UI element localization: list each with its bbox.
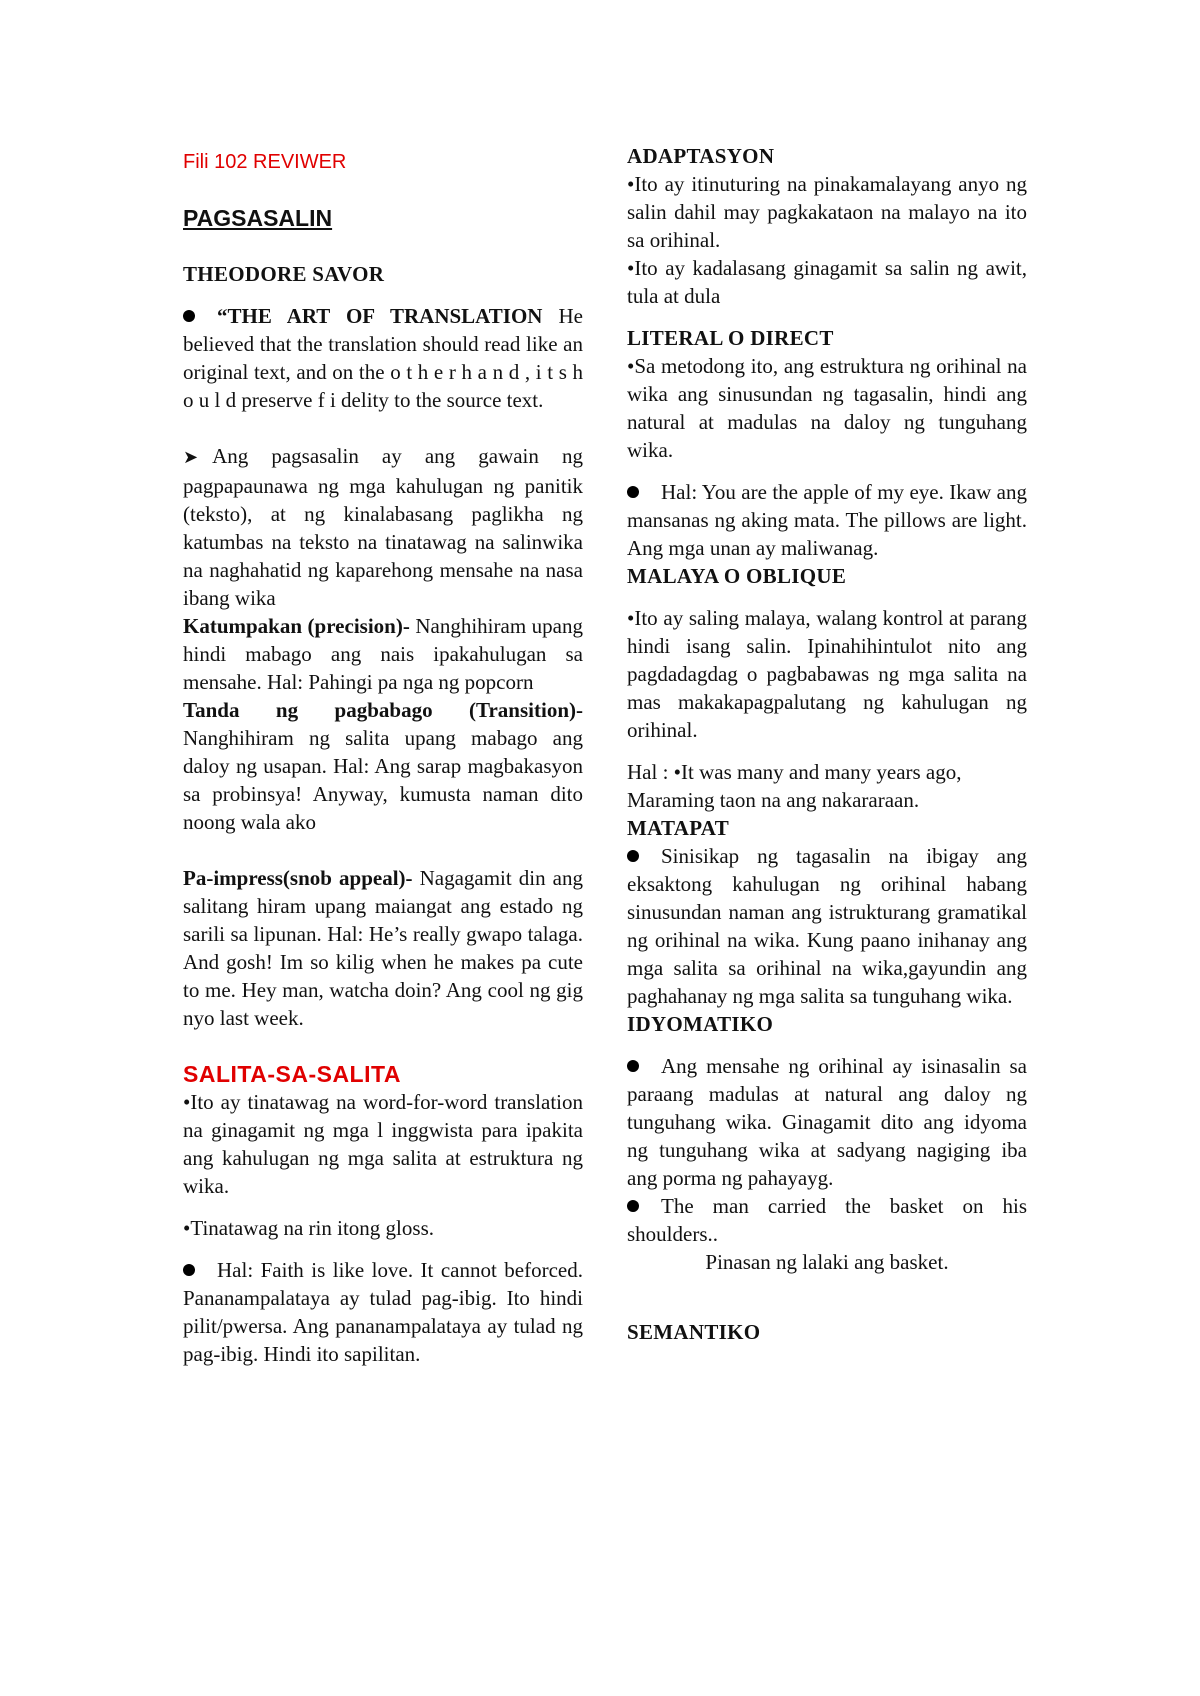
adaptasyon-paragraph-1: •Ito ay itinuturing na pinakamalayang anyo ng salin dahil may pagkakataon na malayo na ito sa orihinal.: [627, 172, 1027, 252]
left-column: [183, 142, 583, 1368]
malaya-example: Hal : •It was many and many years ago, Maraming taon na ang nakararaan.: [627, 760, 962, 812]
salita-paragraph-1: •Ito ay tinatawag na word-for-word translation na ginagamit ng mga l inggwista para ipakita ang kahulugan ng mga salita at estruktura ng wika.: [183, 1090, 583, 1198]
idyomatiko-paragraph: [627, 1052, 1027, 1192]
main-title: PAGSASALIN: [183, 205, 333, 231]
savor-quote-title: “THE ART OF TRANSLATION: [217, 304, 543, 328]
bullet-icon: [627, 486, 639, 498]
katumpakan-label: Katumpakan (precision)-: [183, 614, 410, 638]
arrow-bullet-icon: ➤: [183, 447, 199, 468]
matapat-heading: MATAPAT: [627, 816, 730, 840]
salita-heading: SALITA-SA-SALITA: [183, 1061, 401, 1087]
impress-paragraph: [183, 864, 583, 1032]
adaptasyon-heading: ADAPTASYON: [627, 144, 775, 168]
malaya-heading: MALAYA O OBLIQUE: [627, 564, 847, 588]
tanda-label: Tanda ng pagbabago (Transition)-: [183, 698, 583, 722]
bullet-icon: [627, 1200, 639, 1212]
semantiko-heading: SEMANTIKO: [627, 1320, 761, 1344]
idyomatiko-text: Ang mensahe ng orihinal ay isinasalin sa paraang madulas at natural ang daloy ng tunguhang wika. Ginagamit dito ang idyoma ng tunguhang wika at sadyang nagiging iba ang porma ng pahayayg.: [627, 1054, 1027, 1190]
salita-example: [183, 1256, 583, 1368]
idyomatiko-example-text: The man carried the basket on his shoulders..: [627, 1194, 1027, 1246]
definition-text: Ang pagsasalin ay ang gawain ng pagpapaunawa ng mga kahulugan ng panitik (teksto), at ng kinalabasang paglikha ng katumbas na teksto na tinatawag na salinwika na naghahatid ng kaparehong mensahe na nasa ibang wika: [183, 444, 583, 610]
matapat-text: Sinisikap ng tagasalin na ibigay ang eksaktong kahulugan ng orihinal habang sinusundan naman ang istrukturang gramatikal ng orihinal na wika. Kung paano inihanay ang mga salita sa orihinal na wika,gayundin ang paghahanay ng mga salita sa tunguhang wika.: [627, 844, 1027, 1008]
bullet-icon: [183, 310, 195, 322]
tanda-paragraph: [183, 696, 583, 836]
adaptasyon-paragraph-2: •Ito ay kadalasang ginagamit sa salin ng awit, tula at dula: [627, 256, 1027, 308]
impress-text: Nagagamit din ang salitang hiram upang maiangat ang estado ng sarili sa lipunan. Hal: He’s really gwapo talaga. And gosh! Im so kilig when he makes pa cute to me. Hey man, watcha doin? Ang cool ng gig nyo last week.: [183, 866, 583, 1030]
idyomatiko-example: [627, 1192, 1027, 1248]
literal-paragraph-1: •Sa metodong ito, ang estruktura ng orihinal na wika ang sinusundan ng tagasalin, hindi ang natural at madulas na daloy ng tunguhang wika.: [627, 354, 1027, 462]
author-heading: THEODORE SAVOR: [183, 262, 385, 286]
katumpakan-text: Nanghihiram upang hindi mabago ang nais ipakahulugan sa mensahe. Hal: Pahingi pa nga ng popcorn: [183, 614, 583, 694]
reviewer-title: Fili 102 REVIWER: [183, 151, 347, 173]
salita-example-text: Hal: Faith is like love. It cannot beforced. Pananampalataya ay tulad pag-ibig. Ito hindi pilit/pwersa. Ang pananampalataya ay tulad ng pag-ibig. Hindi ito sapilitan.: [183, 1258, 583, 1366]
bullet-icon: [183, 1264, 195, 1276]
impress-label: Pa-impress(snob appeal)-: [183, 866, 413, 890]
malaya-paragraph-1: •Ito ay saling malaya, walang kontrol at parang hindi isang salin. Ipinahihintulot nito ang pagdadagdag o pagbabawas ng mga salita na mas makakapagpalutang ng kahulugan ng orihinal.: [627, 606, 1027, 742]
definition-paragraph: [183, 442, 583, 612]
literal-heading: LITERAL O DIRECT: [627, 326, 834, 350]
right-column: [627, 142, 1027, 1346]
tanda-text: Nanghihiram ng salita upang mabago ang daloy ng usapan. Hal: Ang sarap magbakasyon sa probinsya! Anyway, kumusta naman dito noong wala ako: [183, 726, 583, 834]
literal-example: [627, 478, 1027, 562]
savor-quote-body: He believed that the translation should read like an original text, and on the o t h e r h a n d , i t s h o u l d preserve f i delity to the source text.: [183, 304, 584, 412]
idyomatiko-translation: Pinasan ng lalaki ang basket.: [705, 1250, 949, 1274]
salita-paragraph-2: •Tinatawag na rin itong gloss.: [183, 1216, 434, 1240]
matapat-paragraph: [627, 842, 1027, 1010]
bullet-icon: [627, 850, 639, 862]
literal-example-text: Hal: You are the apple of my eye. Ikaw ang mansanas ng aking mata. The pillows are light. Ang mga unan ay maliwanag.: [627, 480, 1027, 560]
idyomatiko-heading: IDYOMATIKO: [627, 1012, 774, 1036]
bullet-icon: [627, 1060, 639, 1072]
savor-quote: [183, 302, 583, 414]
katumpakan-paragraph: [183, 612, 583, 696]
